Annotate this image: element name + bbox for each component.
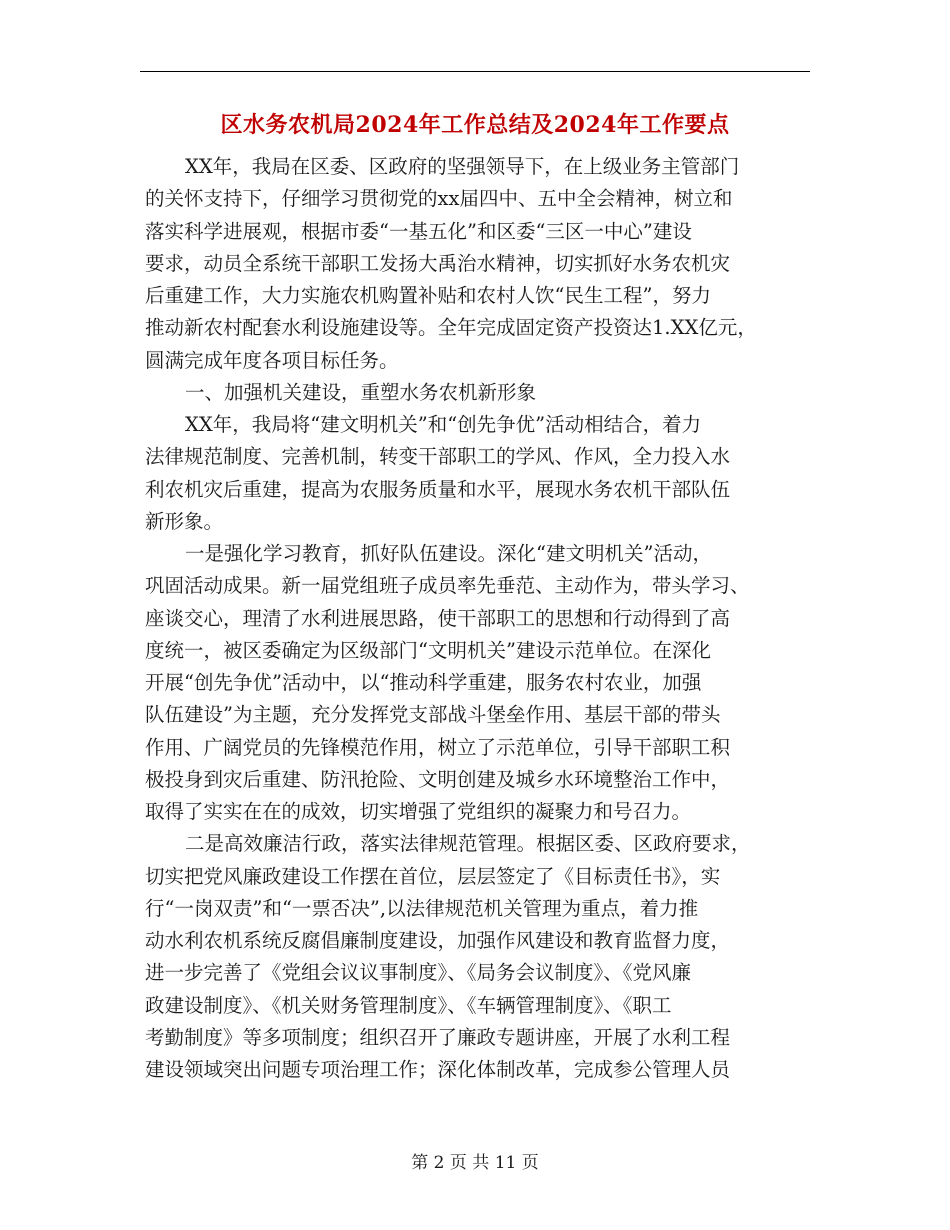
body-line: 的关怀支持下，仔细学习贯彻党的xx届四中、五中全会精神，树立和: [145, 187, 733, 211]
section-heading: 一、加强机关建设，重塑水务农机新形象: [185, 380, 537, 404]
body-line: 要求，动员全系统干部职工发扬大禹治水精神，切实抓好水务农机灾: [145, 251, 731, 275]
body-line: 推动新农村配套水利设施建设等。全年完成固定资产投资达1.XX亿元，: [145, 316, 757, 340]
body-line: 开展“创先争优”活动中，以“推动科学重建，服务农村农业，加强: [145, 671, 702, 694]
body-line: 后重建工作，大力实施农机购置补贴和农村人饮“民生工程”，努力: [145, 284, 711, 307]
body-line: 二是高效廉洁行政，落实法律规范管理。根据区委、区政府要求，: [185, 832, 751, 856]
body-line: 行“一岗双责”和“一票否决”,以法律规范机关管理为重点，着力推: [145, 896, 699, 920]
body-line: XX年，我局在区委、区政府的坚强领导下，在上级业务主管部门: [185, 155, 740, 178]
body-line: 作用、广阔党员的先锋模范作用，树立了示范单位，引导干部职工积: [145, 735, 731, 759]
body-line: 政建设制度》、《机关财务管理制度》、《车辆管理制度》、《职工: [145, 993, 672, 1017]
body-line: 建设领域突出问题专项治理工作；深化体制改革，完成参公管理人员: [145, 1058, 731, 1081]
body-line: 队伍建设”为主题，充分发挥党支部战斗堡垒作用、基层干部的带头: [145, 703, 721, 727]
body-line: 座谈交心，理清了水利进展思路，使干部职工的思想和行动得到了高: [145, 606, 731, 630]
body-line: 落实科学进展观，根据市委“一基五化”和区委“三区一中心”建设: [145, 219, 692, 243]
body-line: 切实把党风廉政建设工作摆在首位，层层签定了《目标责任书》，实: [145, 864, 721, 888]
header-rule: [140, 71, 810, 72]
body-line: XX年，我局将“建文明机关”和“创先争优”活动相结合，着力: [185, 413, 702, 436]
body-line: 度统一，被区委确定为区级部门“文明机关”建设示范单位。在深化: [145, 638, 711, 662]
document-title: 区水务农机局2024年工作总结及2024年工作要点: [220, 112, 730, 138]
document-body: [145, 151, 811, 1086]
body-line: 进一步完善了《党组会议议事制度》、《局务会议制度》、《党风廉: [145, 961, 692, 985]
body-line: 圆满完成年度各项目标任务。: [145, 348, 399, 372]
body-line: 利农机灾后重建，提高为农服务质量和水平，展现水务农机干部队伍: [145, 477, 731, 501]
body-line: 巩固活动成果。新一届党组班子成员率先垂范、主动作为，带头学习、: [145, 574, 750, 598]
body-line: 考勤制度》等多项制度；组织召开了廉政专题讲座，开展了水利工程: [145, 1025, 731, 1049]
body-line: 新形象。: [145, 509, 224, 533]
body-line: 取得了实实在在的成效，切实增强了党组织的凝聚力和号召力。: [145, 800, 692, 823]
body-line: 动水利农机系统反腐倡廉制度建设，加强作风建设和教育监督力度，: [145, 929, 731, 952]
body-line: 极投身到灾后重建、防汛抢险、文明创建及城乡水环境整治工作中，: [145, 767, 731, 791]
body-line: 法律规范制度、完善机制，转变干部职工的学风、作风，全力投入水: [145, 445, 731, 469]
page-number-footer: 第 2 页 共 11 页: [411, 1153, 539, 1173]
body-line: 一是强化学习教育，抓好队伍建设。深化“建文明机关”活动，: [185, 542, 712, 565]
